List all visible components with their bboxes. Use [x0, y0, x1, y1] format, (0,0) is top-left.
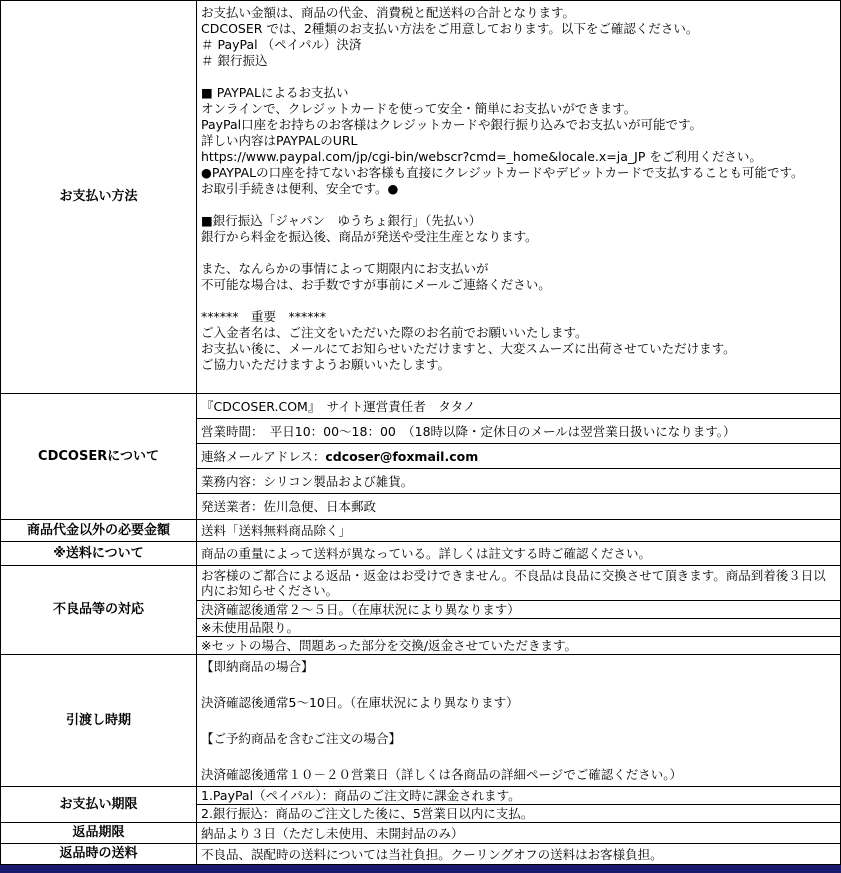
payment-line: ご協力いただけますようお願いいたします。 [201, 357, 451, 372]
delivery-line: 【ご予約商品を含むご注文の場合】 [201, 731, 402, 746]
payment-method-content [197, 1, 840, 393]
payment-line-blank [201, 69, 836, 85]
row-header-payment-deadline: お支払い期限 [1, 787, 197, 822]
about-content [197, 394, 840, 519]
delivery-line: 【即納商品の場合】 [201, 659, 314, 674]
delivery-line: 決済確認後通常5～10日。（在庫状況により異なります） [201, 695, 519, 710]
defect-content [197, 566, 840, 654]
deadline-paypal: 1.PayPal（ペイパル）：商品のご注文時に課金されます。 [197, 787, 840, 805]
payment-line: お取引手続きは便利、安全です。● [201, 181, 399, 196]
return-deadline-text: 納品より３日（ただし未使用、未開封品のみ） [201, 825, 464, 841]
row-delivery-time [1, 655, 840, 787]
about-business-type: 業務内容：シリコン製品および雑貨。 [197, 469, 840, 494]
row-header-return-shipping-fee: 返品時の送料 [1, 844, 197, 864]
defect-processing-time: 決済確認後通常２～５日。（在庫状況により異なります） [197, 601, 840, 619]
payment-line-important: ****** 重要 ****** [201, 309, 327, 324]
payment-deadline-content [197, 787, 840, 822]
contact-label: 連絡メールアドレス： [201, 448, 326, 464]
row-extra-fees [1, 520, 840, 542]
contact-email: cdcoser@foxmail.com [325, 448, 479, 464]
return-shipping-fee-text: 不良品、誤配時の送料については当社負担。クーリングオフの送料はお客様負担。 [201, 846, 663, 862]
payment-line: お支払い金額は、商品の代金、消費税と配送料の合計となります。 [201, 5, 576, 20]
payment-line: 銀行から料金を振込後、商品が発送や受注生産となります。 [201, 229, 538, 244]
payment-line: オンラインで、クレジットカードを使って安全・簡単にお支払いができます。 [201, 101, 637, 116]
section-divider-bar [0, 865, 841, 873]
row-payment-method [1, 1, 840, 394]
row-defect-handling [1, 566, 840, 655]
payment-line-blank [201, 245, 836, 261]
payment-line: ＃ PayPal （ペイパル）決済 [201, 37, 362, 52]
row-return-deadline [1, 823, 840, 844]
payment-line: CDCOSER では、2種類のお支払い方法をご用意しております。以下をご確認ください。 [201, 21, 699, 36]
payment-line: ■ PAYPALによるお支払い [201, 85, 349, 100]
about-business-hours: 営業時間： 平日10：00～18：00 （18時以降・定休日のメールは翌営業日扱いになります。） [197, 419, 840, 444]
shipping-note-text: 商品の重量によって送料が異なっている。詳しくは註文する時ご確認ください。 [201, 546, 652, 561]
row-header-return-deadline: 返品期限 [1, 823, 197, 843]
extra-fees-text: 送料「送料無料商品除く」 [201, 523, 352, 538]
row-header-defect-handling: 不良品等の対応 [1, 566, 197, 654]
delivery-content [197, 655, 840, 786]
row-about [1, 394, 840, 520]
delivery-line-blank [201, 676, 836, 694]
delivery-line-blank [201, 712, 836, 730]
row-return-shipping-fee [1, 844, 840, 865]
delivery-line: 決済確認後通常１０－２０営業日（詳しくは各商品の詳細ページでご確認ください。） [201, 767, 683, 782]
defect-policy: お客様のご都合による返品・返金はお受けできません。不良品は良品に交換させて頂きます。商品到着後３日以内にお知らせください。 [197, 566, 840, 601]
payment-line: 詳しい内容はPAYPALのURL [201, 133, 358, 148]
payment-line: ご入金者名は、ご注文をいただいた際のお名前でお願いいたします。 [201, 325, 588, 340]
row-header-delivery-time: 引渡し時期 [1, 655, 197, 786]
defect-set-policy: ※セットの場合、問題あった部分を交換/返金させていただきます。 [201, 638, 578, 653]
row-shipping-note [1, 542, 840, 566]
row-header-shipping-note: ※送料について [1, 542, 197, 565]
defect-unused-only: ※未使用品限り。 [197, 619, 840, 637]
row-header-extra-fees: 商品代金以外の必要金額 [1, 520, 197, 541]
payment-line-blank [201, 293, 836, 309]
row-header-payment-method: お支払い方法 [1, 1, 197, 393]
deadline-bank: 2.銀行振込：商品のご注文した後に、5営業日以内に支払。 [201, 806, 534, 821]
about-operator: 『CDCOSER.COM』 サイト運営責任者 タタノ [197, 394, 840, 419]
payment-line: ■銀行振込「ジャパン ゆうちょ銀行」（先払い） [201, 213, 482, 228]
about-carriers: 発送業者：佐川急便、日本郵政 [201, 499, 377, 514]
row-header-about: CDCOSERについて [1, 394, 197, 519]
delivery-line-blank [201, 748, 836, 766]
payment-line: PayPal口座をお持ちのお客様はクレジットカードや銀行振り込みでお支払いが可能です。 [201, 117, 702, 132]
payment-line: ＃ 銀行振込 [201, 53, 268, 68]
payment-line: ●PAYPALの口座を持てないお客様も直接にクレジットカードやデビットカードで支払することも可能です。 [201, 165, 804, 180]
payment-line-blank [201, 197, 836, 213]
payment-line: 不可能な場合は、お手数ですが事前にメールご連絡ください。 [201, 277, 551, 292]
paypal-url-text: https://www.paypal.com/jp/cgi-bin/webscr?cmd=_home&locale.x=ja_JP をご利用ください。 [201, 149, 762, 164]
payment-line: お支払い後に、メールにてお知らせいただけますと、大変スムーズに出荷させていただけます。 [201, 341, 736, 356]
about-contact-row [197, 444, 840, 469]
payment-line: また、なんらかの事情によって期限内にお支払いが [201, 261, 489, 276]
row-payment-deadline [1, 787, 840, 823]
